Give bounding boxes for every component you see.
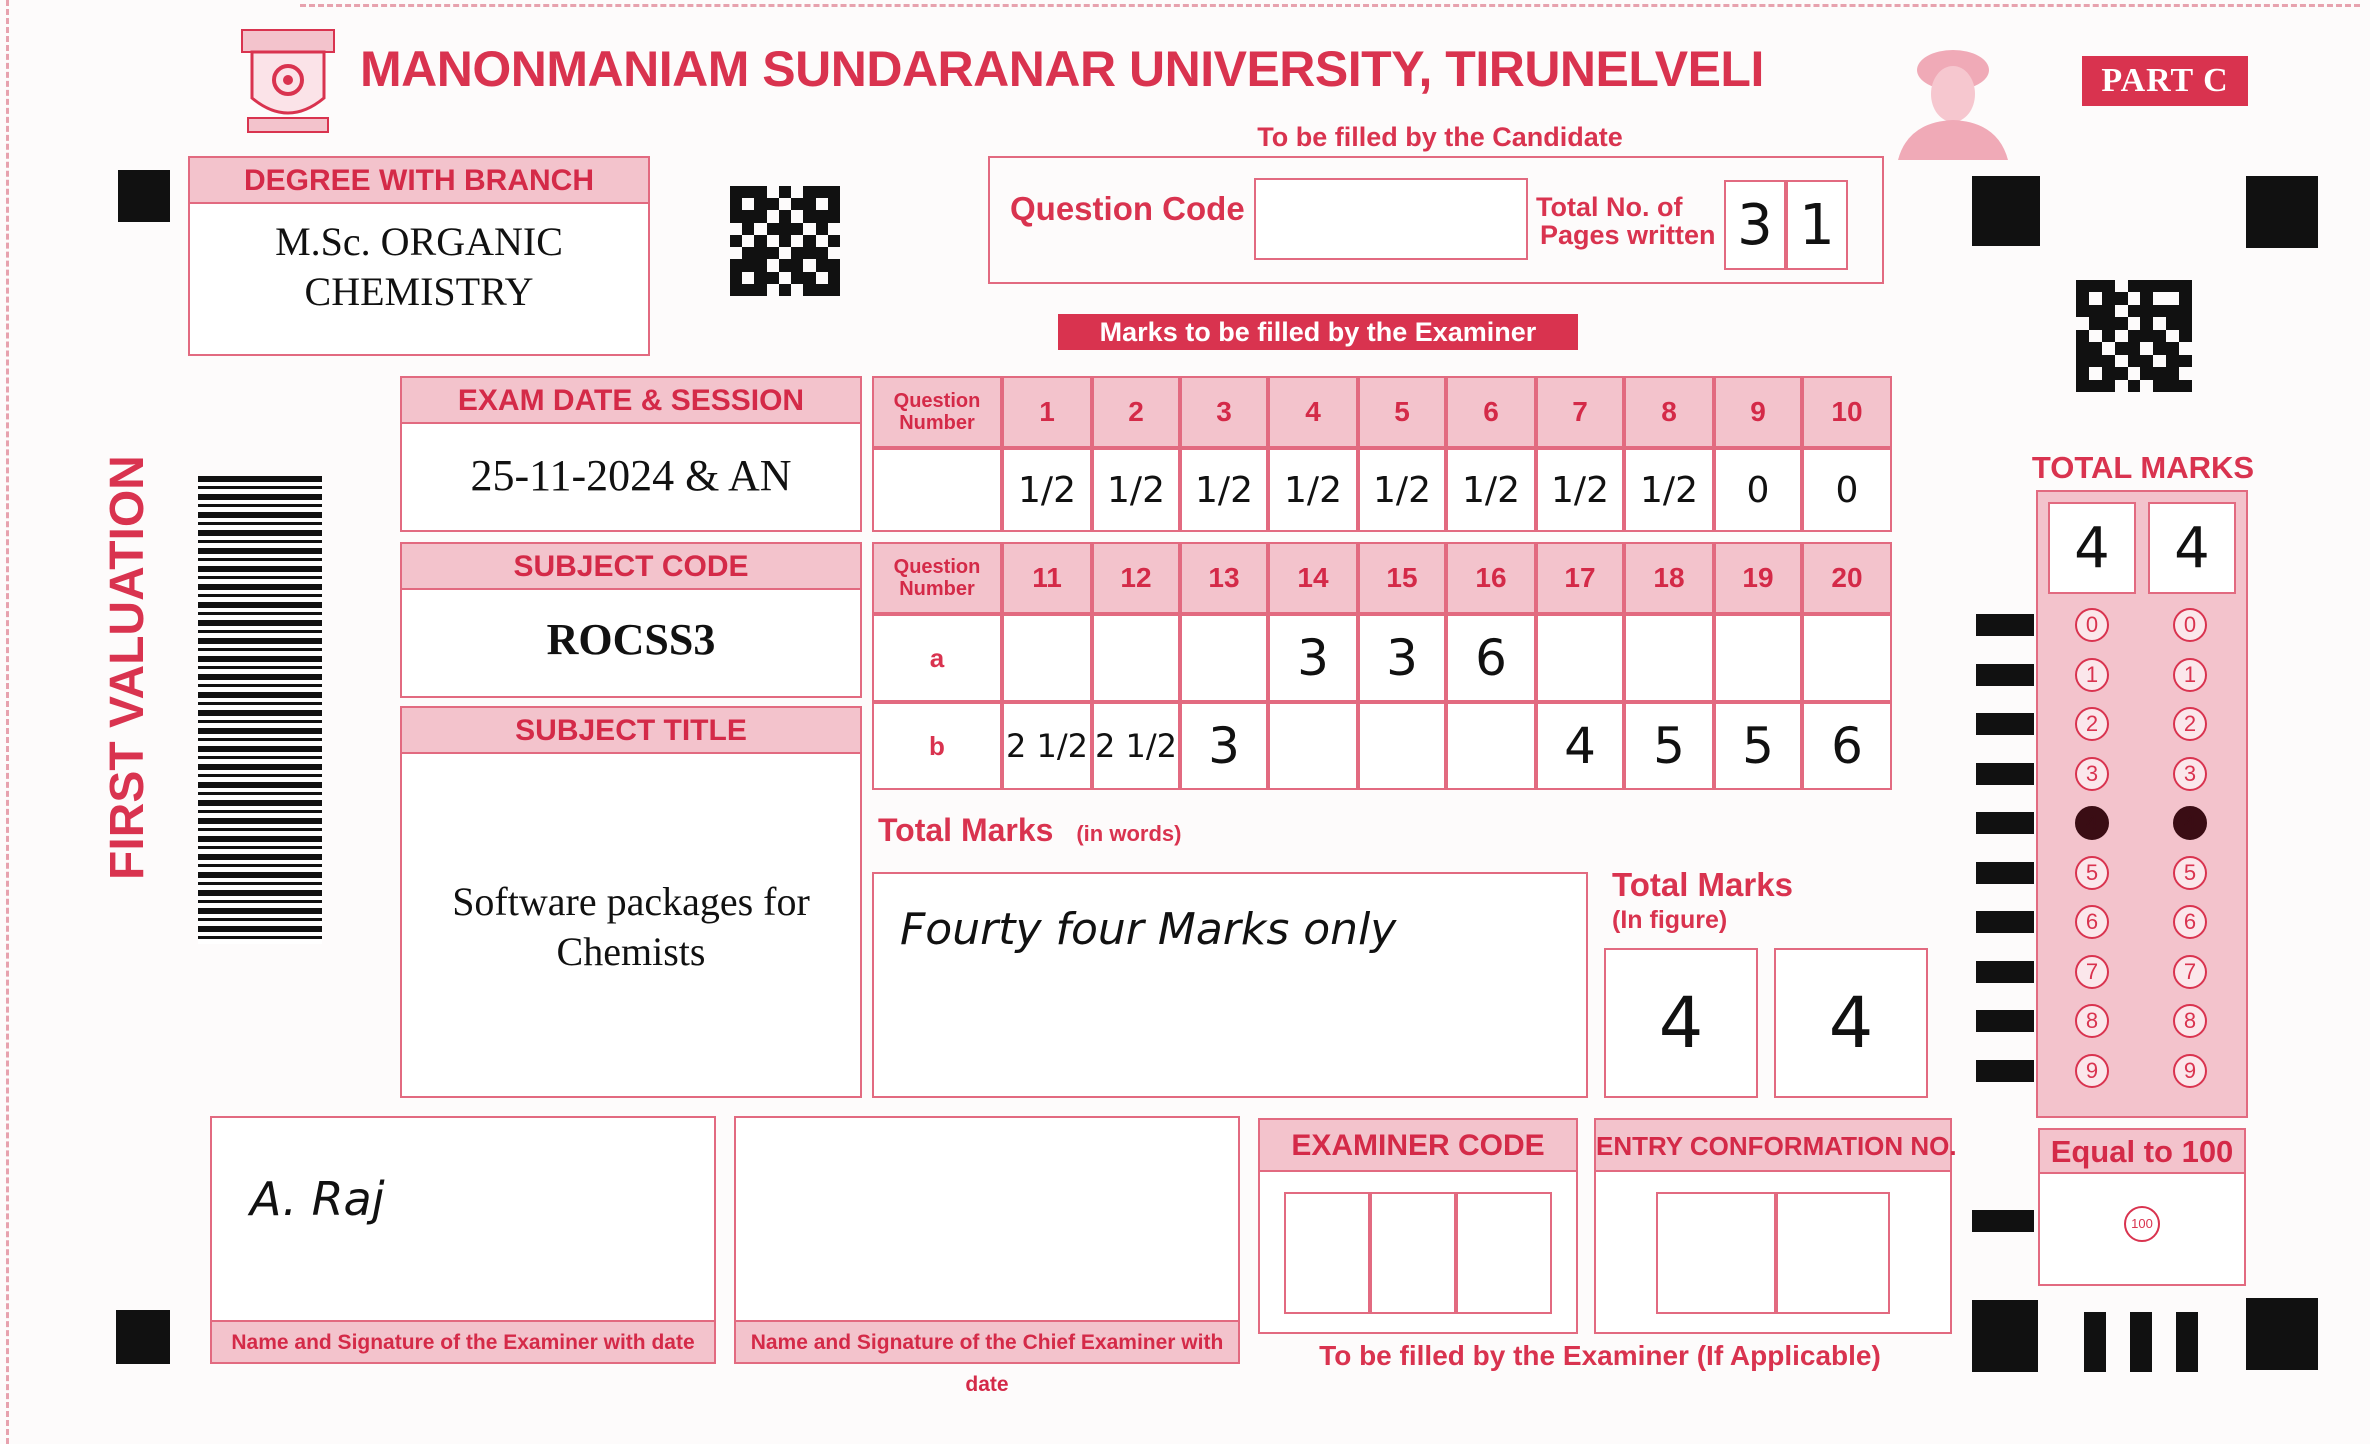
mark-q14b (1268, 702, 1358, 790)
mark-q18a (1624, 614, 1714, 702)
exam-date-value: 25-11-2024 & AN (470, 451, 792, 500)
pages-digit-2: 1 (1786, 180, 1848, 270)
registration-mark (2176, 1312, 2198, 1372)
mark-q19b: 5 (1714, 702, 1802, 790)
total-words-label (878, 812, 1378, 852)
question-number-20: 20 (1802, 542, 1892, 614)
registration-mark (2246, 1298, 2318, 1370)
bubble-tens-3[interactable]: 3 (2075, 757, 2109, 791)
subject-code-label: SUBJECT CODE (402, 544, 860, 590)
qn-label-line2: Number (899, 412, 975, 434)
registration-mark (118, 170, 170, 222)
mark-q6: 1/2 (1446, 448, 1536, 532)
bubble-units-1[interactable]: 1 (2173, 658, 2207, 692)
registration-mark (2084, 1312, 2106, 1372)
chief-sign-label: Name and Signature of the Chief Examiner with date (736, 1320, 1238, 1362)
timing-mark (1976, 862, 2034, 884)
side-total-digit-2: 4 (2148, 502, 2236, 594)
first-valuation-label: FIRST VALUATION (101, 455, 154, 880)
question-number-17: 17 (1536, 542, 1624, 614)
perforated-top-edge (300, 4, 2360, 7)
timing-mark (1976, 664, 2034, 686)
total-figure-digit-1: 4 (1604, 948, 1758, 1098)
equal-100-label: Equal to 100 (2040, 1130, 2244, 1174)
examiner-code-digit-3[interactable] (1456, 1192, 1552, 1314)
part-b-label: b (872, 702, 1002, 790)
bubble-tens-9[interactable]: 9 (2075, 1054, 2109, 1088)
question-number-6: 6 (1446, 376, 1536, 448)
mark-q20a (1802, 614, 1892, 702)
timing-mark (1976, 1060, 2034, 1082)
total-words-label-text: Total Marks (878, 812, 1054, 848)
question-number-13: 13 (1180, 542, 1268, 614)
timing-mark (1976, 961, 2034, 983)
barcode-icon (198, 476, 322, 944)
bubble-units-6[interactable]: 6 (2173, 905, 2207, 939)
question-number-2: 2 (1092, 376, 1180, 448)
mark-q13a (1180, 614, 1268, 702)
marks-row-label-empty (872, 448, 1002, 532)
pages-label-line1: Total No. of (1536, 192, 1683, 222)
qn-label-line1: Question (893, 390, 981, 412)
mark-q8: 1/2 (1624, 448, 1714, 532)
side-total-digit-1: 4 (2048, 502, 2136, 594)
bubble-units-4[interactable]: 4 (2173, 806, 2207, 840)
bubble-units-0[interactable]: 0 (2173, 608, 2207, 642)
question-number-14: 14 (1268, 542, 1358, 614)
bubble-units-9[interactable]: 9 (2173, 1054, 2207, 1088)
timing-mark (1976, 1010, 2034, 1032)
mark-q16b (1446, 702, 1536, 790)
mark-q13b: 3 (1180, 702, 1268, 790)
question-number-1: 1 (1002, 376, 1092, 448)
registration-mark (1972, 176, 2040, 246)
mark-q19a (1714, 614, 1802, 702)
bubble-tens-7[interactable]: 7 (2075, 955, 2109, 989)
subject-title-line1: Software packages for (452, 879, 810, 924)
qn-label-cell (872, 376, 1002, 448)
question-number-3: 3 (1180, 376, 1268, 448)
question-number-18: 18 (1624, 542, 1714, 614)
qn-label-cell (872, 542, 1002, 614)
bubble-units-2[interactable]: 2 (2173, 707, 2207, 741)
mark-q17b: 4 (1536, 702, 1624, 790)
mark-q1: 1/2 (1002, 448, 1092, 532)
mark-q12b: 2 1/2 (1092, 702, 1180, 790)
part-a-label: a (872, 614, 1002, 702)
total-figure-digit-2: 4 (1774, 948, 1928, 1098)
entry-conf-digit-1[interactable] (1656, 1192, 1776, 1314)
mark-q4: 1/2 (1268, 448, 1358, 532)
subject-code-value: ROCSS3 (546, 615, 716, 664)
subject-title-label: SUBJECT TITLE (402, 708, 860, 754)
degree-label: DEGREE WITH BRANCH (190, 158, 648, 204)
registration-mark (2246, 176, 2318, 248)
qn-label-line1: Question (893, 556, 981, 578)
timing-mark (1972, 1210, 2034, 1232)
entry-conf-digit-2[interactable] (1776, 1192, 1890, 1314)
question-number-5: 5 (1358, 376, 1446, 448)
question-number-4: 4 (1268, 376, 1358, 448)
bubble-tens-0[interactable]: 0 (2075, 608, 2109, 642)
question-number-11: 11 (1002, 542, 1092, 614)
entry-conf-label: ENTRY CONFORMATION NO. (1596, 1120, 1950, 1172)
candidate-heading: To be filled by the Candidate (1257, 122, 1623, 152)
total-figure-label: Total Marks (1612, 866, 1793, 903)
subject-title-line2: Chemists (556, 929, 706, 974)
question-number-16: 16 (1446, 542, 1536, 614)
bubble-units-8[interactable]: 8 (2173, 1004, 2207, 1038)
question-code-field[interactable] (1254, 178, 1528, 260)
mark-q20b: 6 (1802, 702, 1892, 790)
university-crest-icon (238, 28, 338, 138)
mark-q11b: 2 1/2 (1002, 702, 1092, 790)
mark-q15a: 3 (1358, 614, 1446, 702)
mark-q5: 1/2 (1358, 448, 1446, 532)
footer-note: To be filled by the Examiner (If Applicable) (1319, 1340, 1881, 1371)
examiner-code-label: EXAMINER CODE (1260, 1120, 1576, 1172)
question-number-8: 8 (1624, 376, 1714, 448)
timing-mark (1976, 812, 2034, 834)
pages-digit-1: 3 (1724, 180, 1786, 270)
exam-date-label: EXAM DATE & SESSION (402, 378, 860, 424)
bubble-tens-2[interactable]: 2 (2075, 707, 2109, 741)
mark-q14a: 3 (1268, 614, 1358, 702)
mark-q10: 0 (1802, 448, 1892, 532)
founder-portrait-icon (1888, 36, 2018, 160)
bubble-tens-8[interactable]: 8 (2075, 1004, 2109, 1038)
mark-q17a (1536, 614, 1624, 702)
qr-code-icon (730, 186, 840, 296)
mark-q12a (1092, 614, 1180, 702)
timing-mark (1976, 911, 2034, 933)
mark-q7: 1/2 (1536, 448, 1624, 532)
examiner-code-digit-2[interactable] (1370, 1192, 1456, 1314)
qn-label-line2: Number (899, 578, 975, 600)
pages-label-line2: Pages written (1540, 220, 1716, 250)
question-code-label: Question Code (1010, 190, 1245, 227)
degree-value-line2: CHEMISTRY (304, 269, 534, 314)
mark-q3: 1/2 (1180, 448, 1268, 532)
mark-q9: 0 (1714, 448, 1802, 532)
question-number-12: 12 (1092, 542, 1180, 614)
registration-mark (2130, 1312, 2152, 1372)
total-words-sublabel: (in words) (1076, 821, 1182, 846)
qr-code-icon (2076, 280, 2192, 392)
bubble-units-5[interactable]: 5 (2173, 856, 2207, 890)
mark-q18b: 5 (1624, 702, 1714, 790)
registration-mark (116, 1310, 170, 1364)
total-words-value: Fourty four Marks only (900, 904, 1397, 955)
timing-mark (1976, 713, 2034, 735)
equal-100-bubble[interactable]: 100 (2124, 1206, 2160, 1242)
question-number-15: 15 (1358, 542, 1446, 614)
examiner-code-digit-1[interactable] (1284, 1192, 1370, 1314)
university-title: MANONMANIAM SUNDARANAR UNIVERSITY, TIRUNELVELI (360, 41, 1764, 97)
side-total-label: TOTAL MARKS (2031, 450, 2255, 485)
mark-q11a (1002, 614, 1092, 702)
examiner-marks-heading: Marks to be filled by the Examiner (1058, 314, 1578, 350)
bubble-tens-1[interactable]: 1 (2075, 658, 2109, 692)
mark-q2: 1/2 (1092, 448, 1180, 532)
mark-q15b (1358, 702, 1446, 790)
mark-q16a: 6 (1446, 614, 1536, 702)
question-number-10: 10 (1802, 376, 1892, 448)
bubble-units-7[interactable]: 7 (2173, 955, 2207, 989)
question-number-19: 19 (1714, 542, 1802, 614)
examiner-sign-label: Name and Signature of the Examiner with date (212, 1320, 714, 1362)
degree-value-line1: M.Sc. ORGANIC (275, 219, 563, 264)
question-number-7: 7 (1536, 376, 1624, 448)
perforated-edge (6, 0, 10, 1444)
bubble-units-3[interactable]: 3 (2173, 757, 2207, 791)
timing-mark (1976, 763, 2034, 785)
timing-mark (1976, 614, 2034, 636)
registration-mark (1972, 1300, 2038, 1372)
part-badge: PART C (2082, 56, 2248, 106)
bubble-tens-6[interactable]: 6 (2075, 905, 2109, 939)
examiner-signature: A. Raj (250, 1172, 385, 1226)
bubble-tens-4[interactable]: 4 (2075, 806, 2109, 840)
total-figure-sublabel: (In figure) (1612, 906, 1728, 934)
bubble-tens-5[interactable]: 5 (2075, 856, 2109, 890)
question-number-9: 9 (1714, 376, 1802, 448)
